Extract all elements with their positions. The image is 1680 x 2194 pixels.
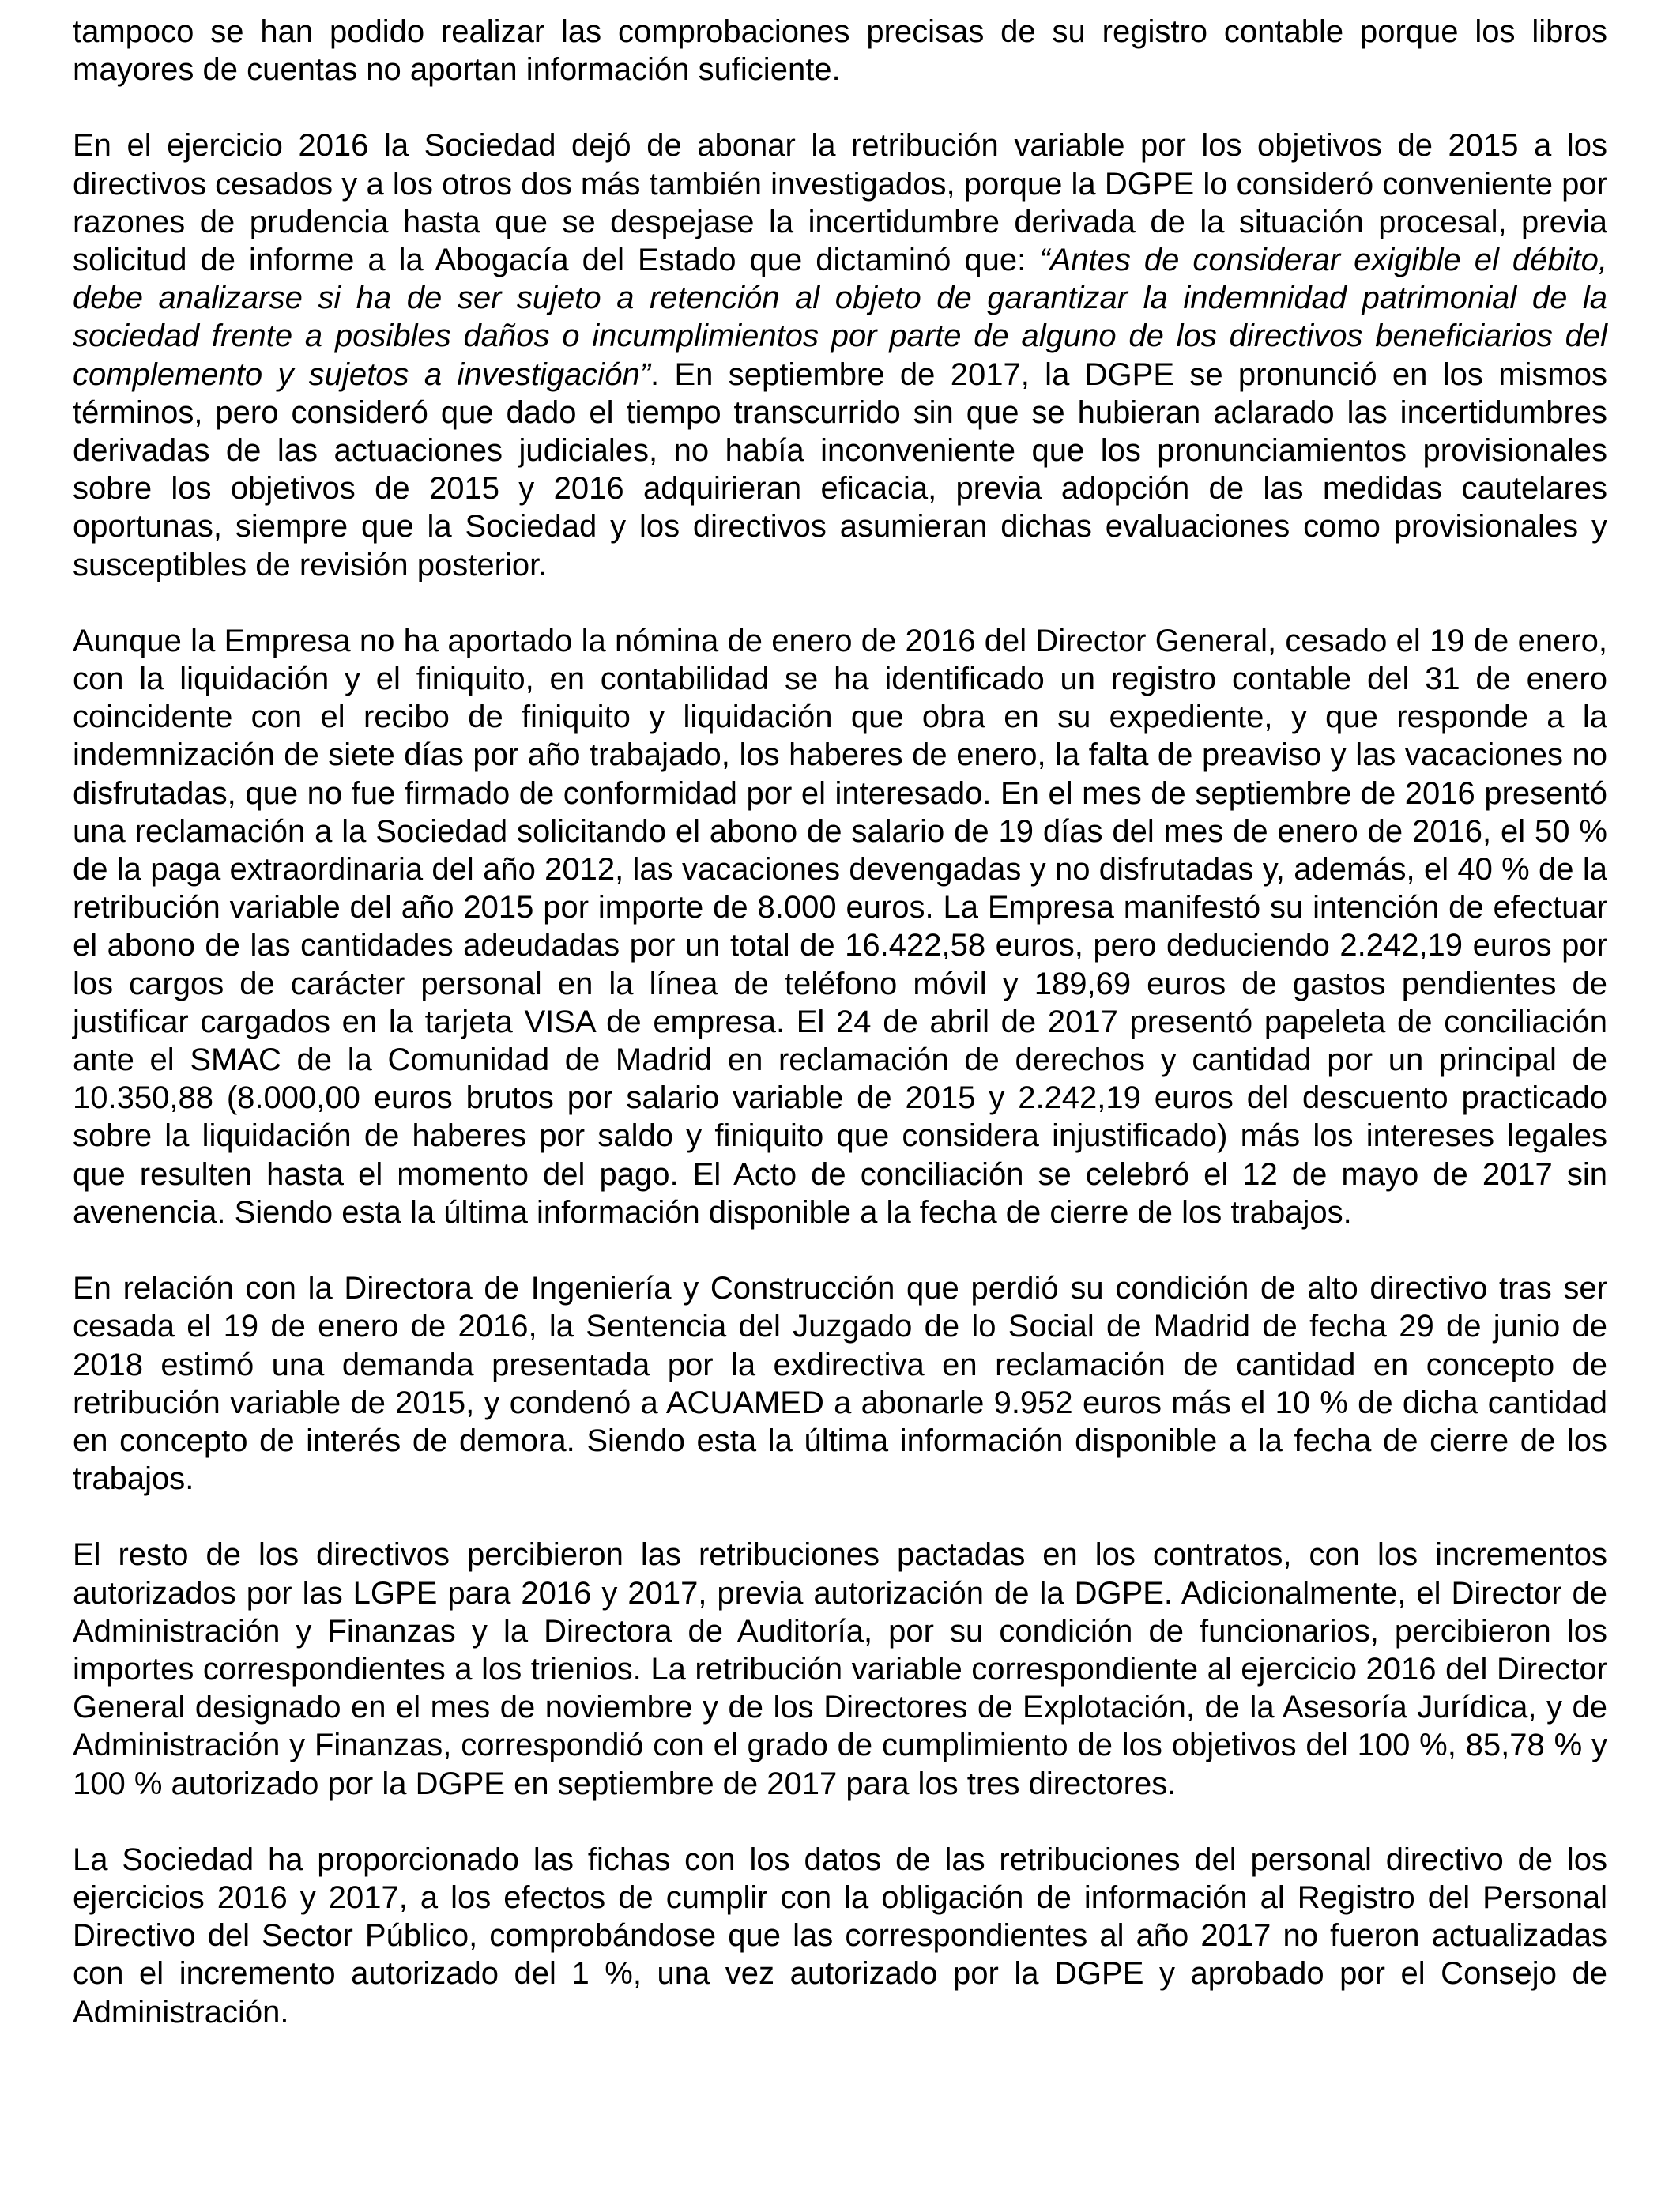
paragraph-variable-pay-text: En el ejercicio 2016 la Sociedad dejó de abonar la retribución variable por los objetivos de 2015 a los directivos cesados y a los otros dos más también investigados, porque la DGPE lo consideró conveniente por razones de prudencia hasta que se despejase la incertidumbre derivada de la situación procesal, previa solicitud de informe a la Abogacía del Estado que dictaminó que: [73, 128, 1607, 278]
paragraph-director-general-settlement: Aunque la Empresa no ha aportado la nómina de enero de 2016 del Director General, cesado el 19 de enero, con la liquidación y el finiquito, en contabilidad se ha identificado un registro contable del 31 de enero coincidente con el recibo de finiquito y liquidación que obra en su expediente, y que responde a la indemnización de siete días por año trabajado, los haberes de enero, la falta de preaviso y las vacaciones no disfrutadas, que no fue firmado de conformidad por el interesado. En el mes de septiembre de 2016 presentó una reclamación a la Sociedad solicitando el abono de salario de 19 días del mes de enero de 2016, el 50 % de la paga extraordinaria del año 2012, las vacaciones devengadas y no disfrutadas y, además, el 40 % de la retribución variable del año 2015 por importe de 8.000 euros. La Empresa manifestó su intención de efectuar el abono de las cantidades adeudadas por un total de 16.422,58 euros, pero deduciendo 2.242,19 euros por los cargos de carácter personal en la línea de teléfono móvil y 189,69 euros de gastos pendientes de justificar cargados en la tarjeta VISA de empresa. El 24 de abril de 2017 presentó papeleta de conciliación ante el SMAC de la Comunidad de Madrid en reclamación de derechos y cantidad por un principal de 10.350,88 (8.000,00 euros brutos por salario variable de 2015 y 2.242,19 euros del descuento practicado sobre la liquidación de haberes por saldo y finiquito que considera injustificado) más los intereses legales que resulten hasta el momento del pago. El Acto de conciliación se celebró el 12 de mayo de 2017 sin avenencia. Siendo esta la última información disponible a la fecha de cierre de los trabajos. [73, 623, 1607, 1230]
paragraph-variable-pay [73, 126, 1607, 583]
paragraph-continuation: tampoco se han podido realizar las comprobaciones precisas de su registro contable porque los libros mayores de cuentas no aportan información suficiente. [73, 14, 1607, 88]
paragraph-engineering-director-ruling: En relación con la Directora de Ingeniería y Construcción que perdió su condición de alto directivo tras ser cesada el 19 de enero de 2016, la Sentencia del Juzgado de lo Social de Madrid de fecha 29 de junio de 2018 estimó una demanda presentada por la exdirectiva en reclamación de cantidad en concepto de retribución variable de 2015, y condenó a ACUAMED a abonarle 9.952 euros más el 10 % de dicha cantidad en concepto de interés de demora. Siendo esta la última información disponible a la fecha de cierre de los trabajos. [73, 1271, 1607, 1497]
abogacia-quote: “Antes de considerar exigible el débito, debe analizarse si ha de ser sujeto a retención al objeto de garantizar la indemnidad patrimonial de la sociedad frente a posibles daños o incumplimientos por parte de alguno de los directivos beneficiarios del complemento y sujetos a investigación” [73, 243, 1608, 392]
document-page [73, 13, 1607, 2031]
paragraph-variable-pay-text-continued: . En septiembre de 2017, la DGPE se pronunció en los mismos términos, pero consideró que dado el tiempo transcurrido sin que se hubieran aclarado las incertidumbres derivadas de las actuaciones judiciales, no había inconveniente que los pronunciamientos provisionales sobre los objetivos de 2015 y 2016 adquirieran eficacia, previa adopción de las medidas cautelares oportunas, siempre que la Sociedad y los directivos asumieran dichas evaluaciones como provisionales y susceptibles de revisión posterior. [73, 356, 1607, 582]
paragraph-other-directors: El resto de los directivos percibieron las retribuciones pactadas en los contratos, con los incrementos autorizados por las LGPE para 2016 y 2017, previa autorización de la DGPE. Adicionalmente, el Director de Administración y Finanzas y la Directora de Auditoría, por su condición de funcionarios, percibieron los importes correspondientes a los trienios. La retribución variable correspondiente al ejercicio 2016 del Director General designado en el mes de noviembre y de los Directores de Explotación, de la Asesoría Jurídica, y de Administración y Finanzas, correspondió con el grado de cumplimiento de los objetivos del 100 %, 85,78 % y 100 % autorizado por la DGPE en septiembre de 2017 para los tres directores. [73, 1537, 1607, 1801]
paragraph-registry-records: La Sociedad ha proporcionado las fichas con los datos de las retribuciones del personal directivo de los ejercicios 2016 y 2017, a los efectos de cumplir con la obligación de información al Registro del Personal Directivo del Sector Público, comprobándose que las correspondientes al año 2017 no fueron actualizadas con el incremento autorizado del 1 %, una vez autorizado por la DGPE y aprobado por el Consejo de Administración. [73, 1842, 1607, 2030]
